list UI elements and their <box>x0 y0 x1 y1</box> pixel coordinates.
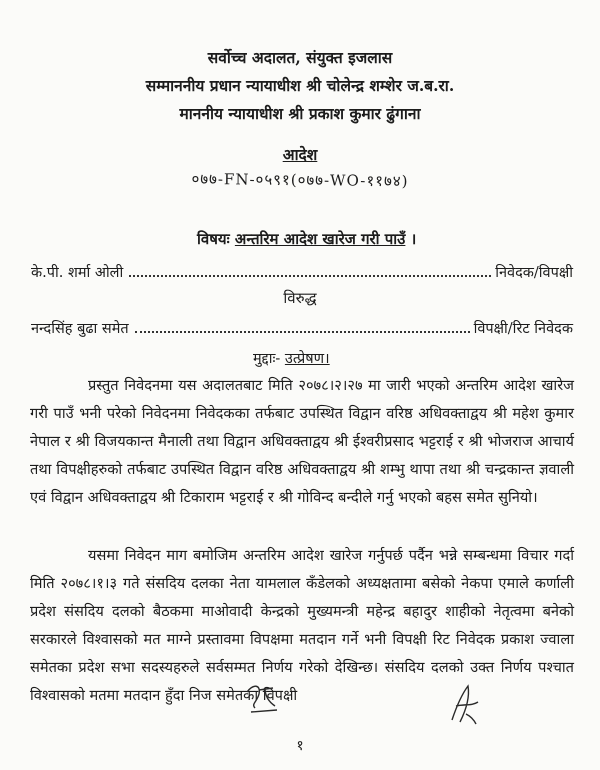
case-issue <box>253 348 330 368</box>
petitioner-name: के.पी. शर्मा ओली <box>31 265 124 281</box>
subject-label: विषयः <box>197 230 230 248</box>
versus-label: विरुद्ध <box>283 289 317 307</box>
dotted-leader <box>135 331 470 333</box>
order-paragraph-2: यसमा निवेदन माग बमोजिम अन्तरिम आदेश खारेज गर्नुपर्छ पर्दैन भन्ने सम्बन्धमा विचार गर्दा मिति २०७८।१।३ गते संसदिय दलका नेता यामलाल कँडेलको अध्यक्षतामा बसेको नेकपा एमाले कर्णाली प्रदेश संसदिय दलको बैठकमा माओवादी केन्द्रको मुख्यमन्त्री महेन्द्र बहादुर शाहीको नेतृत्वमा बनेको सरकारले विश्वासको मत माग्ने प्रस्तावमा विपक्षमा मतदान गर्ने भनी विपक्षी रिट निवेदक प्रकाश ज्वाला समेतका प्रदेश सभा सदस्यहरुले सर्वसम्मत निर्णय गरेको देखिन्छ। संसदिय दलको उक्त निर्णय पश्चात विश्वासको मतमा मतदान हुँदा निज समेतका विपक्षी <box>30 547 574 704</box>
case-number: ०७७-FN-०५९१(०७७-WO-११७४) <box>191 169 409 191</box>
respondent-row <box>31 318 573 338</box>
chief-justice-line: सम्माननीय प्रधान न्यायाधीश श्री चोलेन्द्र शम्शेर ज.ब.रा. <box>145 76 455 95</box>
petitioner-role: निवेदक/विपक्षी <box>495 265 573 281</box>
subject-value: अन्तरिम आदेश खारेज गरी पाउँ <box>234 230 406 248</box>
order-title-text: आदेश <box>282 145 318 164</box>
petitioner-row <box>31 262 573 282</box>
justice-line: माननीय न्यायाधीश श्री प्रकाश कुमार ढुंगाना <box>179 104 421 123</box>
signature-mark-right <box>446 680 482 728</box>
issue-label: मुद्दाः- <box>253 351 281 367</box>
court-name: सर्वोच्च अदालत, संयुक्त इजलास <box>207 48 393 67</box>
dotted-leader <box>129 275 491 277</box>
respondent-role: विपक्षी/रिट निवेदक <box>473 321 573 337</box>
subject-line <box>197 229 416 249</box>
issue-value: उत्प्रेषण। <box>284 351 330 367</box>
respondent-name: नन्दसिंह बुढा समेत <box>31 321 129 337</box>
subject-end: । <box>410 230 417 248</box>
order-title <box>0 143 600 165</box>
signature-mark-left <box>243 678 283 718</box>
order-paragraph-1: प्रस्तुत निवेदनमा यस अदालतबाट मिति २०७८।२।२७ मा जारी भएको अन्तरिम आदेश खारेज गरी पाउँ भनी परेको निवेदनमा निवेदकका तर्फबाट उपस्थित विद्वान वरिष्ठ अधिवक्ताद्वय श्री महेश कुमार नेपाल र श्री विजयकान्त मैनाली तथा विद्वान अधिवक्ताद्वय श्री ईश्वरीप्रसाद भट्टराई र श्री भोजराज आचार्य तथा विपक्षीहरुको तर्फबाट उपस्थित विद्वान वरिष्ठ अधिवक्ताद्वय श्री शम्भु थापा तथा श्री चन्द्रकान्त ज्ञवाली एवं विद्वान अधिवक्ताद्वय श्री टिकाराम भट्टराई र श्री गोविन्द बन्दीले गर्नु भएको बहस समेत सुनियो। <box>30 377 574 506</box>
page-number: १ <box>296 738 304 754</box>
